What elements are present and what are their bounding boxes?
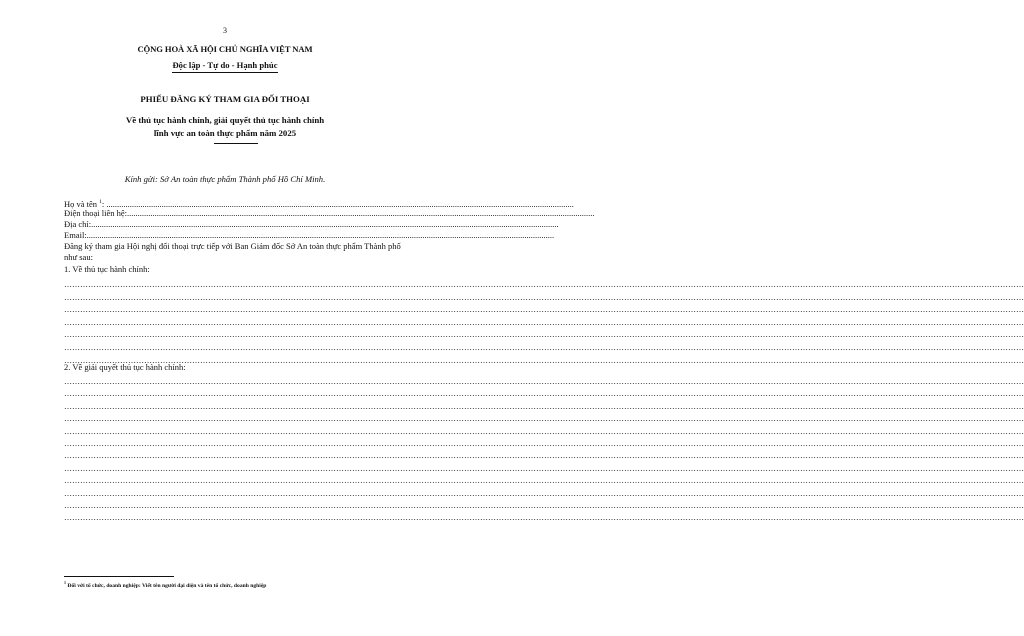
- motto-text: Độc lập - Tự do - Hạnh phúc: [172, 60, 277, 73]
- section-1-answer-line[interactable]: ………………………………………………………………………………………………………………………………………………………………………………………………………………………………………………………………………………………………………………………………: [64, 343, 1024, 352]
- national-title: CỘNG HOÀ XÃ HỘI CHỦ NGHĨA VIỆT NAM: [137, 44, 313, 54]
- name-colon: :: [101, 198, 105, 209]
- section-2-answer-line[interactable]: ………………………………………………………………………………………………………………………………………………………………………………………………………………………………………………………………………………………………………………………………: [64, 439, 1024, 448]
- greeting: Kính gửi: Sở An toàn thực phẩm Thành phố Hồ Chí Minh.: [124, 174, 326, 184]
- section-2-answer-line[interactable]: ………………………………………………………………………………………………………………………………………………………………………………………………………………………………………………………………………………………………………………………………: [64, 414, 1024, 424]
- address-field[interactable]: [64, 219, 559, 230]
- section-1-answer-line[interactable]: ………………………………………………………………………………………………………………………………………………………………………………………………………………………………………………………………………………………………………………………………: [64, 330, 1024, 340]
- section-2-answer-line[interactable]: ………………………………………………………………………………………………………………………………………………………………………………………………………………………………………………………………………………………………………………………………: [64, 426, 1024, 436]
- email-label: Email:: [64, 230, 87, 240]
- form-title: PHIẾU ĐĂNG KÝ THAM GIA ĐỐI THOẠI: [140, 94, 310, 104]
- section-1-title: 1. Về thủ tục hành chính:: [64, 264, 150, 274]
- phone-field[interactable]: [64, 208, 595, 219]
- section-1-answer-line[interactable]: ………………………………………………………………………………………………………………………………………………………………………………………………………………………………………………………………………………………………………………………………: [64, 280, 1024, 289]
- section-2-answer-line[interactable]: ………………………………………………………………………………………………………………………………………………………………………………………………………………………………………………………………………………………………………………………………: [64, 451, 1024, 461]
- section-2-answer-line[interactable]: ………………………………………………………………………………………………………………………………………………………………………………………………………………………………………………………………………………………………………………………………: [64, 501, 1024, 510]
- section-2-title: 2. Về giải quyết thủ tục hành chính:: [64, 362, 186, 372]
- footnote-rule: [64, 576, 174, 577]
- form-subtitle-line1: Về thủ tục hành chính, giải quyết thủ tục hành chính: [125, 115, 325, 125]
- registration-text: Đăng ký tham gia Hội nghị đối thoại trực tiếp với Ban Giám đốc Sở An toàn thực phẩm Thành phố như sau:: [64, 241, 401, 262]
- form-subtitle-line2: lĩnh vực an toàn thực phẩm năm 2025: [153, 128, 297, 138]
- email-field[interactable]: [64, 230, 555, 241]
- section-2-answer-line[interactable]: ………………………………………………………………………………………………………………………………………………………………………………………………………………………………………………………………………………………………………………………………: [64, 463, 1024, 473]
- national-motto: [0, 60, 450, 73]
- email-fill-line[interactable]: ............................................................................................................................................................................................................................: [86, 230, 555, 240]
- footnote: [64, 580, 414, 589]
- phone-fill-line[interactable]: ............................................................................................................................................................................................................................: [127, 208, 595, 218]
- section-2-answer-line[interactable]: ………………………………………………………………………………………………………………………………………………………………………………………………………………………………………………………………………………………………………………………………: [64, 377, 1024, 386]
- footnote-number: 1: [64, 580, 66, 585]
- phone-label: Điện thoại liên hệ:: [64, 208, 128, 218]
- name-fill-line[interactable]: ............................................................................................................................................................................................................................: [106, 198, 574, 209]
- section-2-answer-line[interactable]: ………………………………………………………………………………………………………………………………………………………………………………………………………………………………………………………………………………………………………………………………: [64, 488, 1024, 498]
- footnote-text: Đối với tổ chức, doanh nghiệp: Viết tên người đại diện và tên tổ chức, doanh nghiệp: [66, 582, 267, 589]
- section-2-answer-line[interactable]: ………………………………………………………………………………………………………………………………………………………………………………………………………………………………………………………………………………………………………………………………: [64, 476, 1024, 486]
- section-2-answer-line[interactable]: ………………………………………………………………………………………………………………………………………………………………………………………………………………………………………………………………………………………………………………………………: [64, 401, 1024, 411]
- address-label: Địa chỉ:: [64, 219, 92, 229]
- address-fill-line[interactable]: ............................................................................................................................................................................................................................: [91, 219, 559, 229]
- section-2-answer-line[interactable]: ………………………………………………………………………………………………………………………………………………………………………………………………………………………………………………………………………………………………………………………………: [64, 389, 1024, 399]
- footnote-ref: 1: [99, 199, 102, 205]
- page-number: 3: [223, 26, 227, 35]
- subtitle-underline: [214, 143, 258, 144]
- section-1-answer-line[interactable]: ………………………………………………………………………………………………………………………………………………………………………………………………………………………………………………………………………………………………………………………………: [64, 292, 1024, 302]
- section-1-answer-line[interactable]: ………………………………………………………………………………………………………………………………………………………………………………………………………………………………………………………………………………………………………………………………: [64, 305, 1024, 315]
- name-label: Họ và tên: [64, 198, 98, 209]
- section-2-answer-line[interactable]: ………………………………………………………………………………………………………………………………………………………………………………………………………………………………………………………………………………………………………………………………: [64, 513, 1024, 523]
- section-1-answer-line[interactable]: ………………………………………………………………………………………………………………………………………………………………………………………………………………………………………………………………………………………………………………………………: [64, 355, 1024, 365]
- section-1-answer-line[interactable]: ………………………………………………………………………………………………………………………………………………………………………………………………………………………………………………………………………………………………………………………………: [64, 317, 1024, 327]
